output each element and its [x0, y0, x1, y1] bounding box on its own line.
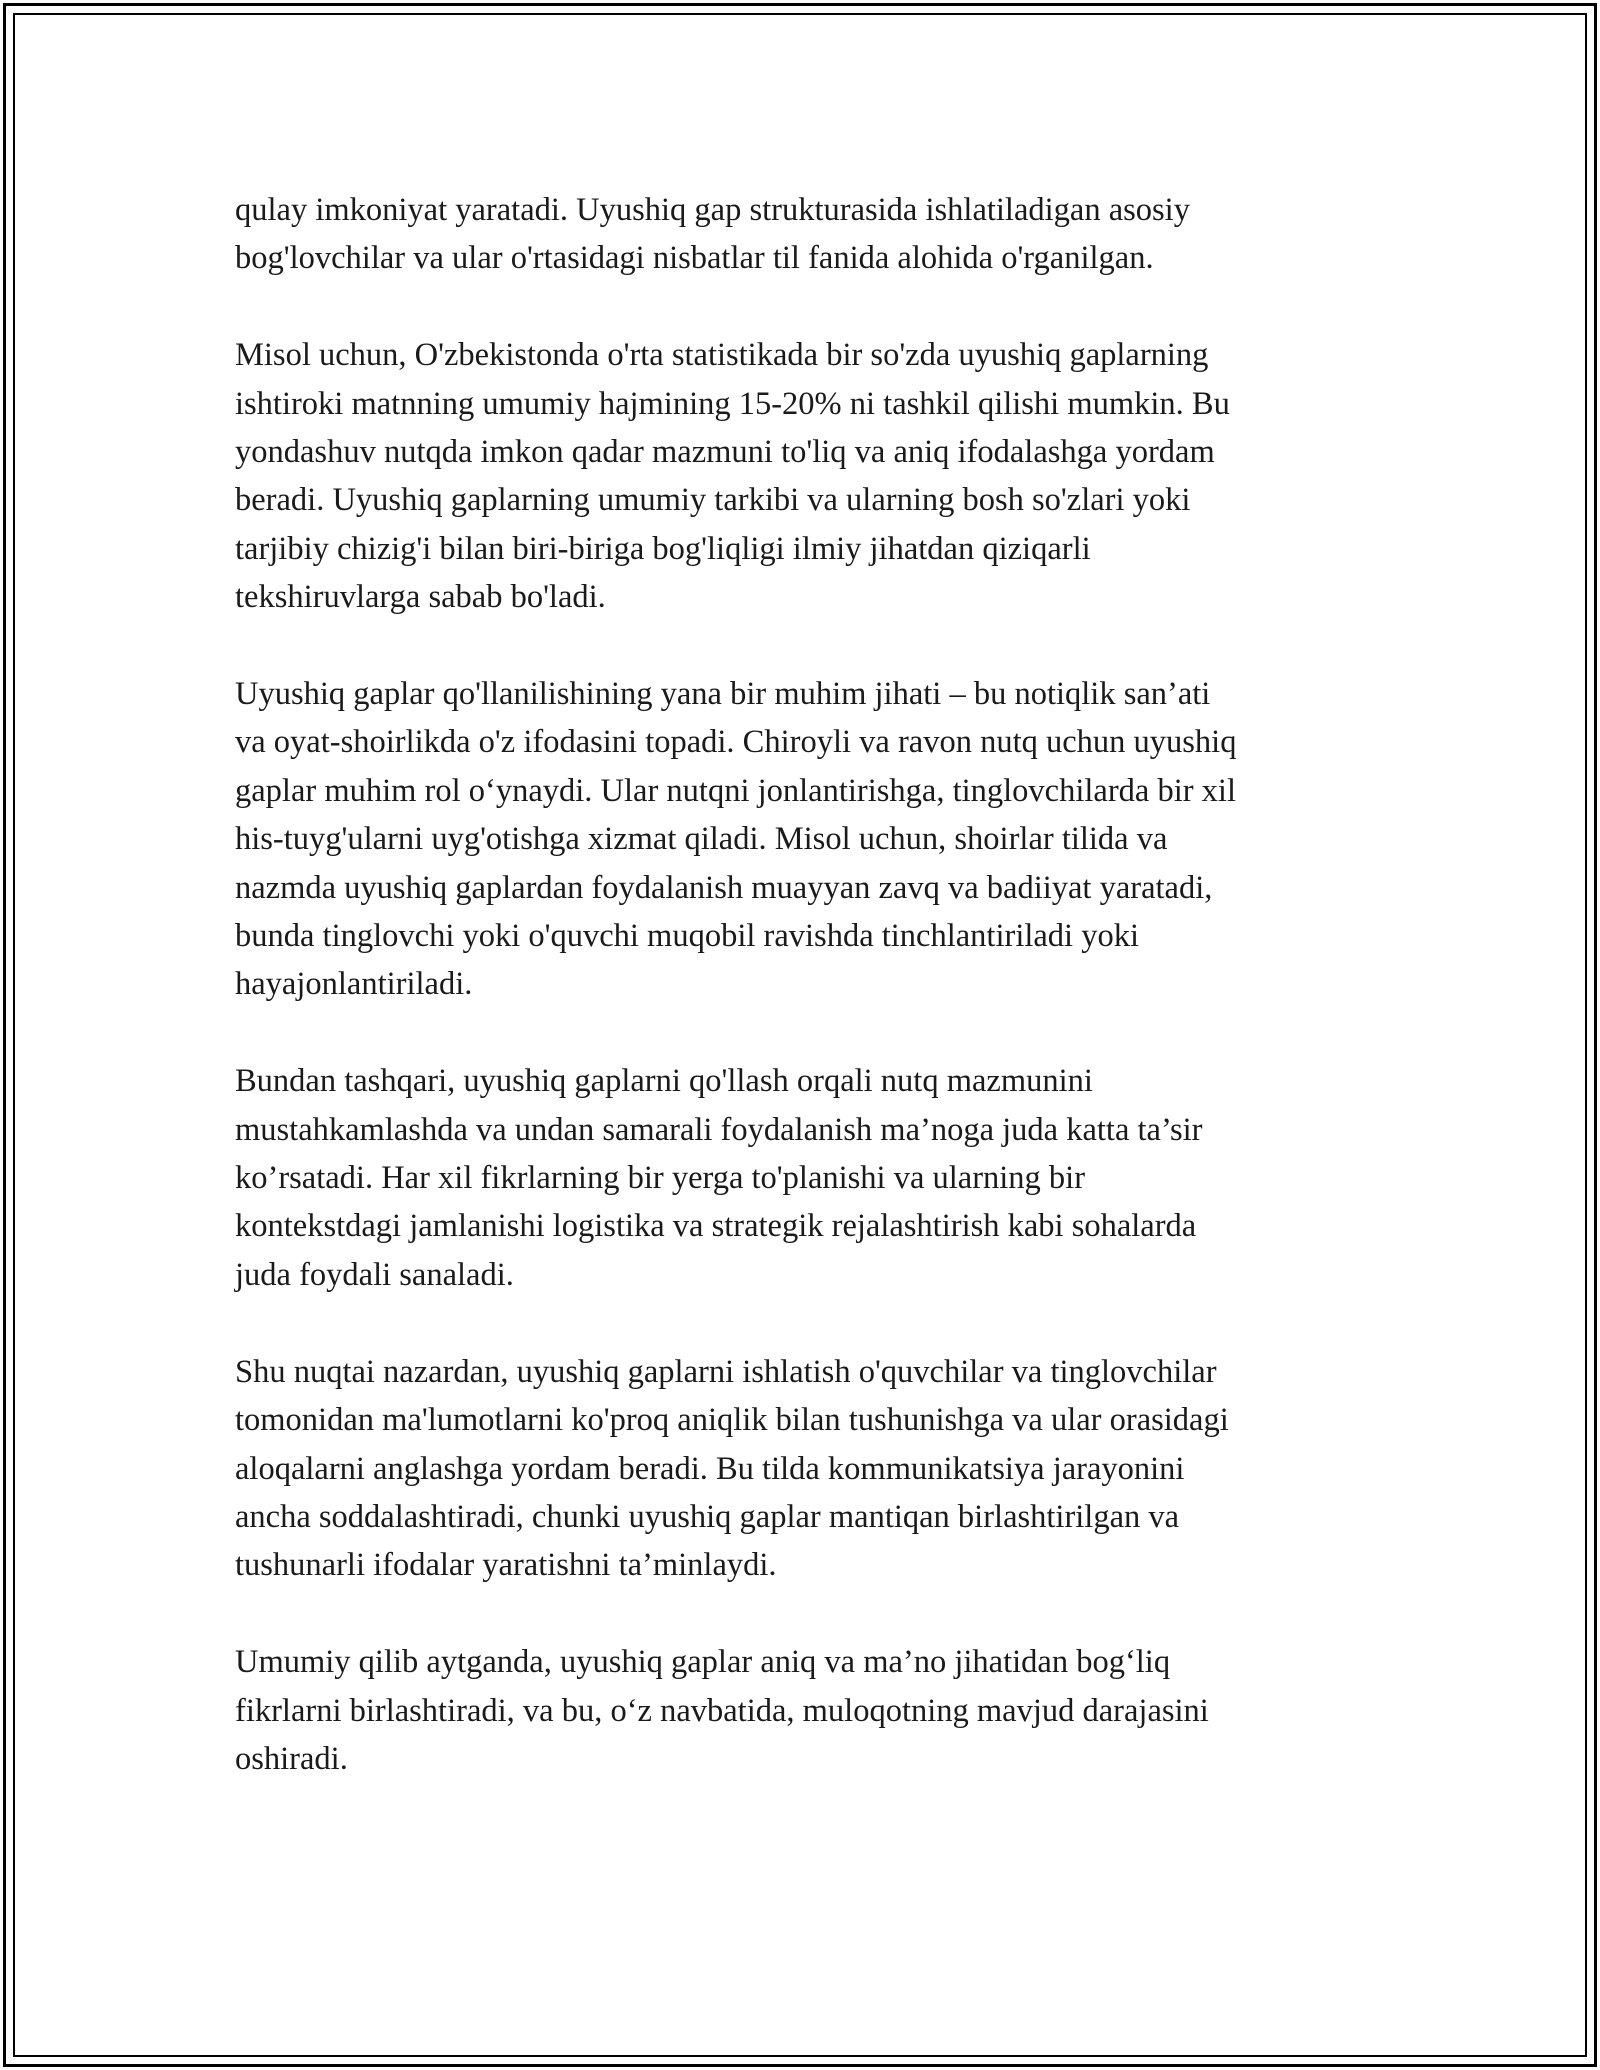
paragraph-3: Uyushiq gaplar qo'llanilishining yana bir muhim jihati – bu notiqlik san’ati va oyat-shoirlikda o'z ifodasini topadi. Chiroyli va ravon nutq uchun uyushiq gaplar muhim rol o‘ynaydi. Ular nutqni jonlantirishga, tinglovchilarda bir xil his-tuyg'ularni uyg'otishga xizmat qiladi. Misol uchun, shoirlar tilida va nazmda uyushiq gaplardan foydalanish muayyan zavq va badiiyat yaratadi, bunda tinglovchi yoki o'quvchi muqobil ravishda tinchlantiriladi yoki hayajonlantiriladi. — [235, 676, 1237, 1003]
paragraph-4: Bundan tashqari, uyushiq gaplarni qo'llash orqali nutq mazmunini mustahkamlashda va undan samarali foydalanish ma’noga juda katta ta’sir ko’rsatadi. Har xil fikrlarning bir yerga to'planishi va ularning bir kontekstdagi jamlanishi logistika va strategik rejalashtirish kabi sohalarda juda foydali sanaladi. — [235, 1063, 1203, 1293]
paragraph-6: Umumiy qilib aytganda, uyushiq gaplar aniq va ma’no jihatidan bog‘liq fikrlarni birlashtiradi, va bu, o‘z navbatida, muloqotning mavjud darajasini oshiradi. — [235, 1644, 1209, 1777]
paragraph-1: qulay imkoniyat yaratadi. Uyushiq gap strukturasida ishlatiladigan asosiy bog'lovchilar va ular o'rtasidagi nisbatlar til fanida alohida o'rganilgan. — [235, 192, 1190, 277]
paragraph-5: Shu nuqtai nazardan, uyushiq gaplarni ishlatish o'quvchilar va tinglovchilar tomonidan ma'lumotlarni ko'proq aniqlik bilan tushunishga va ular orasidagi aloqalarni anglashga yordam beradi. Bu tilda kommunikatsiya jarayonini ancha soddalashtiradi, chunki uyushiq gaplar mantiqan birlashtirilgan va tushunarli ifodalar yaratishni ta’minlaydi. — [235, 1353, 1229, 1584]
paragraph-2: Misol uchun, O'zbekistonda o'rta statistikada bir so'zda uyushiq gaplarning ishtiroki matnning umumiy hajmining 15-20% ni tashkil qilishi mumkin. Bu yondashuv nutqda imkon qadar mazmuni to'liq va aniq ifodalashga yordam beradi. Uyushiq gaplarning umumiy tarkibi va ularning bosh so'zlari yoki tarjibiy chizig'i bilan biri-biriga bog'liqligi ilmiy jihatdan qiziqarli tekshiruvlarga sabab bo'ladi. — [235, 337, 1230, 616]
document-body — [235, 186, 1395, 1832]
